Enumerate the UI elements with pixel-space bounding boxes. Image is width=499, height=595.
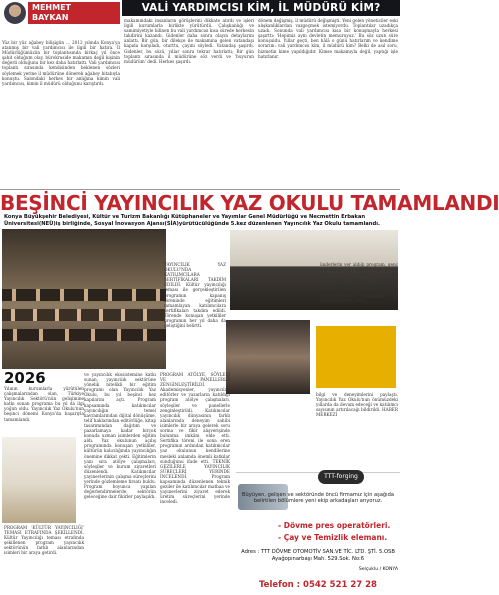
article-text-1: Yılının kurumlarla yürütülen çalışmalarından olan, Türkiye Yayıncılık Sektörü'nün gelişimine katkı sunan programa bu yıl da ilgi yoğun oldu. Yayıncılık Yaz Okulu'nun beşinci dönemi Konya'da başarıyla tamamlandı.	[4, 386, 84, 422]
advert-phone: Telefon : 0542 521 27 28	[259, 580, 377, 590]
column-text-2: makamındaki insanların görüşlerini dikkate alırdı ve işleri ilgili kurumlarla birlikte yürütürdü. Çalışkanlığı ve samimiyetiyle bilinen bu vali yardımcısı kısa sürede herkesin takdirini kazandı. Gidenler daha sonra olayın detaylarını anlattı. Bir gün, bir dilekçe ile makamına gelen vatandaşı kapıda karşıladı, oturttu, çayını söyledi. Vatandaş şaşırdı. Gidenler, bu sözü, yıllar sonra tekrar hatırlattı; Bir gün toplantı sırasında il müdürüne söz verdi ve 'buyurun müdürüm' dedi. Herkes şaşırdı.	[124, 18, 254, 64]
author-first-name: MEHMET	[32, 3, 72, 12]
poster-photo	[316, 326, 396, 388]
advert-address: Adres : TTT DÖVME OTOMOTİV SAN.VE TİC. LTD. ŞTİ. 5.OSB Ayağopınarbaşı Mah. 529.Sok. No:6	[241, 549, 395, 562]
advert-logo: TTT-forging	[318, 470, 364, 484]
advert-city: Selçuklu / KONYA	[358, 567, 398, 572]
column-text-3: dönem değişmiş, il müdürü değişmişti. Yeni gelen yöneticiler eski alışkanlıklardan vazgeçmek istemiyordu. Toplantılar uzadıkça uzadı. Sonunda vali yardımcısı kısa bir konuşmayla herkesi şaşırttı: 'Hepimiz aynı devletin memuruyuz.' Bu söz uzun süre konuşuldu. Yıllar geçti, ben hâlâ o günü hatırlarım ve kendime sorarım: vali yardımcısı kim, il müdürü kim? Belki de asıl soru, hizmetin kime yapıldığıdır. Kimse makamıyla değil, yaptığı işle hatırlanır.	[258, 18, 398, 59]
advert-position-2: - Çay ve Temizlik elemanı.	[278, 533, 388, 542]
article-text-4: YAYINCILIK YAZ OKULU'NDA KATILIMCILARA SERTİFİKALARI TAKDİM EDİLDİ. Kültür yayıncılığı teması ile gerçekleştirilen programın kapanış töreninde eğitimleri tamamlayan katılımcılara sertifikaları takdim edildi. Törende konuşan yetkililer programın her yıl daha da geliştiğini belirtti.	[164, 262, 226, 329]
advert-intro: Büyüyen, gelişen ve sektöründe öncü firmamız için aşağıda belirtilen bölümlere yeni ekip arkadaşları arıyoruz.	[242, 492, 394, 505]
dropcap-year: 2026	[4, 369, 46, 387]
article-text-1b: PROGRAM 'KÜLTÜR YAYINCILIĞI' TEMASI ETRAFINDA ŞEKİLLENDİ. Kültür Yayıncılığı teması etrafında şekillenen program yayıncılık sektörünün farklı alanlarından isimleri bir araya getirdi.	[4, 525, 84, 556]
main-subheadline: Konya Büyükşehir Belediyesi, Kültür ve Turizm Bakanlığı Kütüphaneler ve Yayımlar Genel Müdürlüğü ve Necmettin Erbakan Üniversitesi(NEÜ)iş birliğinde, Sosyal İnovasyon Ajansı(SİA)yürütücülüğünde 5.kez düzenlenen Yayıncılık Yaz Okulu tamamlandı.	[4, 214, 380, 227]
stage-photo	[2, 437, 76, 523]
article-text-3: PROGRAM ATÖLYE, SÖYLEŞİ VE PANELLERLE ZENGİNLEŞTİRİLDİ. Akademisyenler, yayıncılar, editörler ve yazarların katıldığı program atölye çalışmaları, söyleşiler ve panellerle zenginleştirildi. Katılımcılar yayıncılık dünyasının farklı alanlarında deneyim sahibi isimlerle bir araya gelerek soru sorma ve fikir alışverişinde bulunma imkânı elde etti. Sertifika töreni ile sona eren programın ardından katılımcılar yaz okulunun kendilerine mesleki anlamda önemli katkılar sunduğunu ifade etti. TEKNİK GEZİLERLE YAYINCILIK SÜREÇLERİ YERİNDE İNCELENDİ. Program kapsamında düzenlenen teknik geziler ile katılımcılar matbaa ve yayınevlerini ziyaret ederek üretim süreçlerini yerinde inceledi.	[160, 372, 230, 505]
article-text-5: ünderlerin yer aldığı program, genç yayıncılara ve sektöre ilgi duyan öğrencilere yönelik hazırlandı. Necmettin Erbakan Üniversitesi Yayınevi, Konya Büyükşehir Belediyesi Kültür Yayınları ve çeşitli yayınevlerinden temsilciler de programda yer aldı.	[320, 262, 398, 303]
section-divider	[0, 189, 400, 190]
article-text-6: bilgi ve deneyimlerini paylaştı. Yayıncılık Yaz Okulu'nun önümüzdeki yıllarda da devam edeceği ve katılımcı sayısının artırılacağı bildirildi. HABER MERKEZİ	[316, 392, 398, 418]
main-headline: BEŞİNCİ YAYINCILIK YAZ OKULU TAMAMLANDI	[0, 191, 499, 215]
advert-position-1: - Dövme pres operatörleri.	[278, 521, 391, 530]
column-headline: VALİ YARDIMCISI KİM, İL MÜDÜRÜ KİM?	[122, 0, 400, 16]
author-photo	[4, 2, 26, 24]
certificate-handover-photo	[226, 320, 310, 394]
event-photo	[2, 229, 166, 369]
article-text-2: ve yayıncılık ekosistemine katkı sunan, yayıncılık sektörüne yönelik nitelikli bir eğitim programı olan Yayıncılık Yaz Okulu, bu yıl beşinci kez kapılarını açtı. Program kapsamında katılımcılar yayıncılığın temel kavramlarından dijital dönüşüme, telif haklarından editörlüğe, kitap tasarımından dağıtım ve pazarlamaya kadar birçok konuda uzman isimlerden eğitim aldı. Yaz okulunun açılış programında konuşan yetkililer, kültürün kalıcılığında yayıncılığın önemine dikkat çekti. Eğitimlerin yanı sıra atölye çalışmaları, söyleşiler ve kurum ziyaretleri düzenlendi. Katılımcılar yayınevlerinin çalışma süreçlerini yerinde gözlemleme fırsatı buldu. Program boyunca yapılan değerlendirmelerde, sektörün geleceğine dair fikirler paylaşıldı.	[84, 372, 156, 500]
column-text-1: Yüz bir yüz ağabey bilişigün ... 2012 yılında Konya'ya atanmış bir vali yardımcısı ile ilgili bir hatıra. İl Müdürlüğümüzün bir toplantısında birkaç yıl önce şahit olduğum olay, bürokraside makamın değil kişinin değerli olduğunu bir kez daha hatırlattı. Vali yardımcısı toplantı sırasında kendisinden beklenen sözleri söylemek yerine il müdürüne dönerek ağabey hitabıyla konuştu. Salondaki herkes bir anlığına kimin vali yardımcısı, kimin il müdürü olduğunu karıştırdı.	[2, 40, 120, 86]
author-last-name: BAYKAN	[32, 13, 69, 22]
author-name-box	[28, 2, 120, 24]
